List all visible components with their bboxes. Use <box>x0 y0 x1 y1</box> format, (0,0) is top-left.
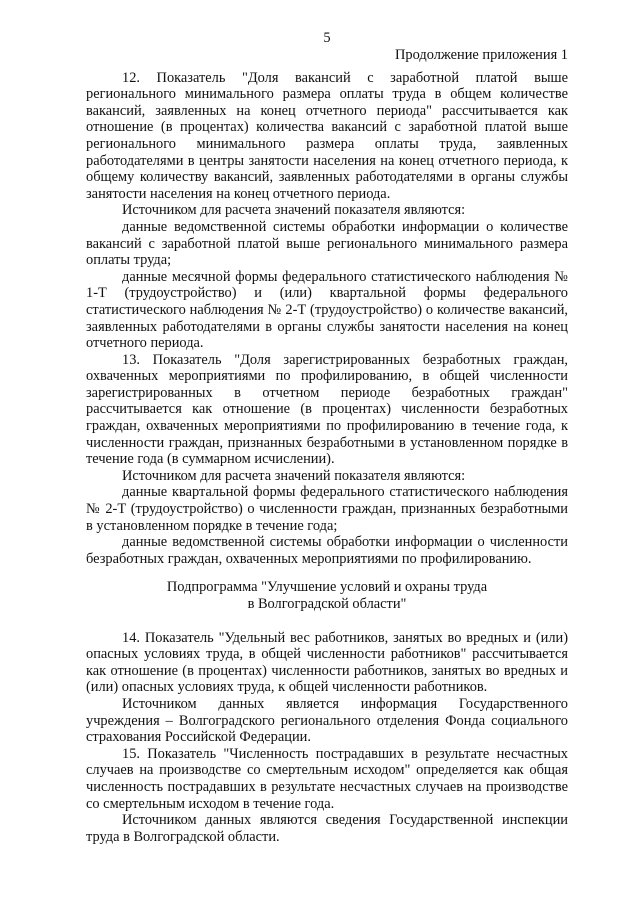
continuation-note: Продолжение приложения 1 <box>395 47 568 63</box>
paragraph-sources-intro: Источником для расчета значений показателя являются: <box>122 202 466 219</box>
subprogram-heading-line: Подпрограмма "Улучшение условий и охраны труда <box>166 579 488 596</box>
paragraph-source-item: данные ведомственной системы обработки информации о количестве вакансий с заработной платой выше регионального минимального размера оплаты труда; <box>86 218 568 269</box>
paragraph-source-item: данные месячной формы федерального статистического наблюдения № 1-Т (трудоустройство) и (или) квартальной формы федерального статистического наблюдения № 2-Т (трудоустройство) о количестве вакансий, заявленных работодателями в органы службы занятости населения на конец отчетного периода. <box>86 268 568 352</box>
paragraph-sources-intro: Источником для расчета значений показателя являются: <box>122 467 466 484</box>
subprogram-heading <box>86 579 568 612</box>
paragraph-indicator-12: 12. Показатель "Доля вакансий с заработной платой выше регионального минимального размера оплаты труда в общем количестве вакансий, заявленных на конец отчетного периода" рассчитывается как отношение (в процентах) количества вакансий с заработной платой выше регионального минимального размера оплаты труда, заявленных работодателями в центры занятости населения на конец отчетного периода, к общему количеству вакансий, заявленных работодателями в органы службы занятости населения на конец отчетного периода. <box>86 69 568 202</box>
paragraph-indicator-14: 14. Показатель "Удельный вес работников, занятых во вредных и (или) опасных условиях труда, в общей численности работников" рассчитывается как отношение (в процентах) численности работников, занятых во вредных и (или) опасных условиях труда, к общей численности работников. <box>86 629 568 696</box>
paragraph-source-item: Источником данных является информация Государственного учреждения – Волгоградского регионального отделения Фонда социального страхования Российской Федерации. <box>86 695 568 746</box>
paragraph-indicator-15: 15. Показатель "Численность пострадавших в результате несчастных случаев на производстве со смертельным исходом" определяется как общая численность пострадавших в результате несчастных случаев на производстве со смертельным исходом в течение года. <box>86 745 568 812</box>
page-number: 5 <box>323 30 331 46</box>
paragraph-indicator-13: 13. Показатель "Доля зарегистрированных безработных граждан, охваченных мероприятиями по профилированию, в общей численности зарегистрированных в отчетном периоде безработных граждан" рассчитывается как отношение (в процентах) численности безработных граждан, охваченных мероприятиями по профилированию в течение года, к численности граждан, признанных безработными в установленном порядке в течение года (в суммарном исчислении). <box>86 351 568 468</box>
paragraph-source-item: данные квартальной формы федерального статистического наблюдения № 2-Т (трудоустройство) о численности граждан, признанных безработными в установленном порядке в течение года; <box>86 484 568 534</box>
paragraph-source-item: данные ведомственной системы обработки информации о численности безработных граждан, охваченных мероприятиями по профилированию. <box>86 534 568 567</box>
paragraph-source-item: Источником данных являются сведения Государственной инспекции труда в Волгоградской области. <box>86 812 568 845</box>
subprogram-heading-line: в Волгоградской области" <box>247 596 407 612</box>
